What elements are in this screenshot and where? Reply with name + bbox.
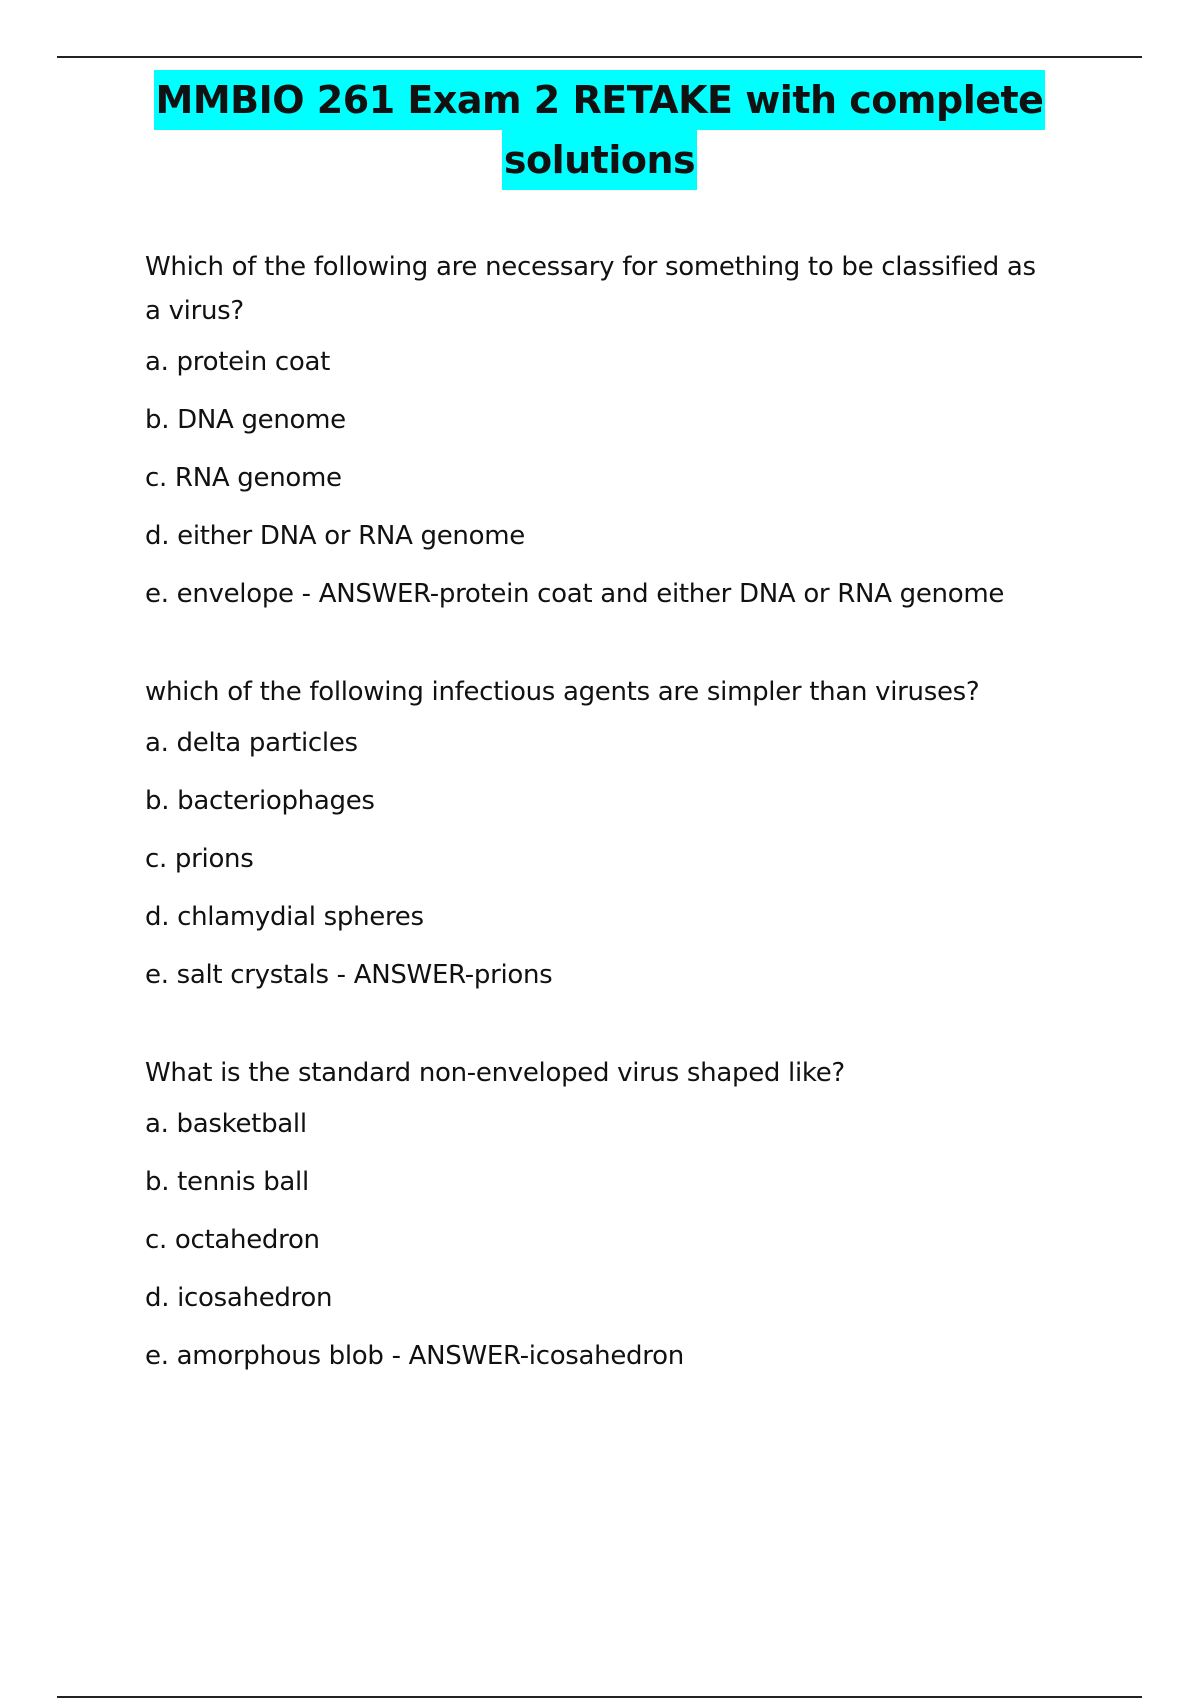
option-d: d. chlamydial spheres [145, 902, 424, 932]
option-e-answer: e. amorphous blob - ANSWER-icosahedron [145, 1341, 684, 1371]
option-a: a. basketball [145, 1109, 307, 1139]
option-b: b. tennis ball [145, 1167, 309, 1197]
option-c: c. octahedron [145, 1225, 320, 1255]
option-b: b. bacteriophages [145, 786, 375, 816]
question-1 [145, 245, 1045, 611]
question-3 [145, 1051, 1045, 1373]
option-c: c. prions [145, 844, 254, 874]
option-d: d. either DNA or RNA genome [145, 521, 525, 551]
question-text: What is the standard non-enveloped virus shaped like? [145, 1058, 845, 1088]
question-2 [145, 670, 1045, 992]
question-list [145, 245, 1045, 1432]
option-a: a. delta particles [145, 728, 358, 758]
title-line-1: MMBIO 261 Exam 2 RETAKE with complete [154, 70, 1046, 130]
question-text: which of the following infectious agents are simpler than viruses? [145, 677, 980, 707]
option-d: d. icosahedron [145, 1283, 333, 1313]
title-line-2: solutions [502, 130, 697, 190]
question-text: Which of the following are necessary for something to be classified as a virus? [145, 252, 1036, 326]
option-e-answer: e. envelope - ANSWER-protein coat and either DNA or RNA genome [145, 579, 1005, 609]
option-b: b. DNA genome [145, 405, 346, 435]
option-a: a. protein coat [145, 347, 330, 377]
bottom-rule [57, 1696, 1142, 1698]
option-e-answer: e. salt crystals - ANSWER-prions [145, 960, 553, 990]
option-c: c. RNA genome [145, 463, 342, 493]
document-title [57, 70, 1142, 190]
top-rule [57, 56, 1142, 58]
